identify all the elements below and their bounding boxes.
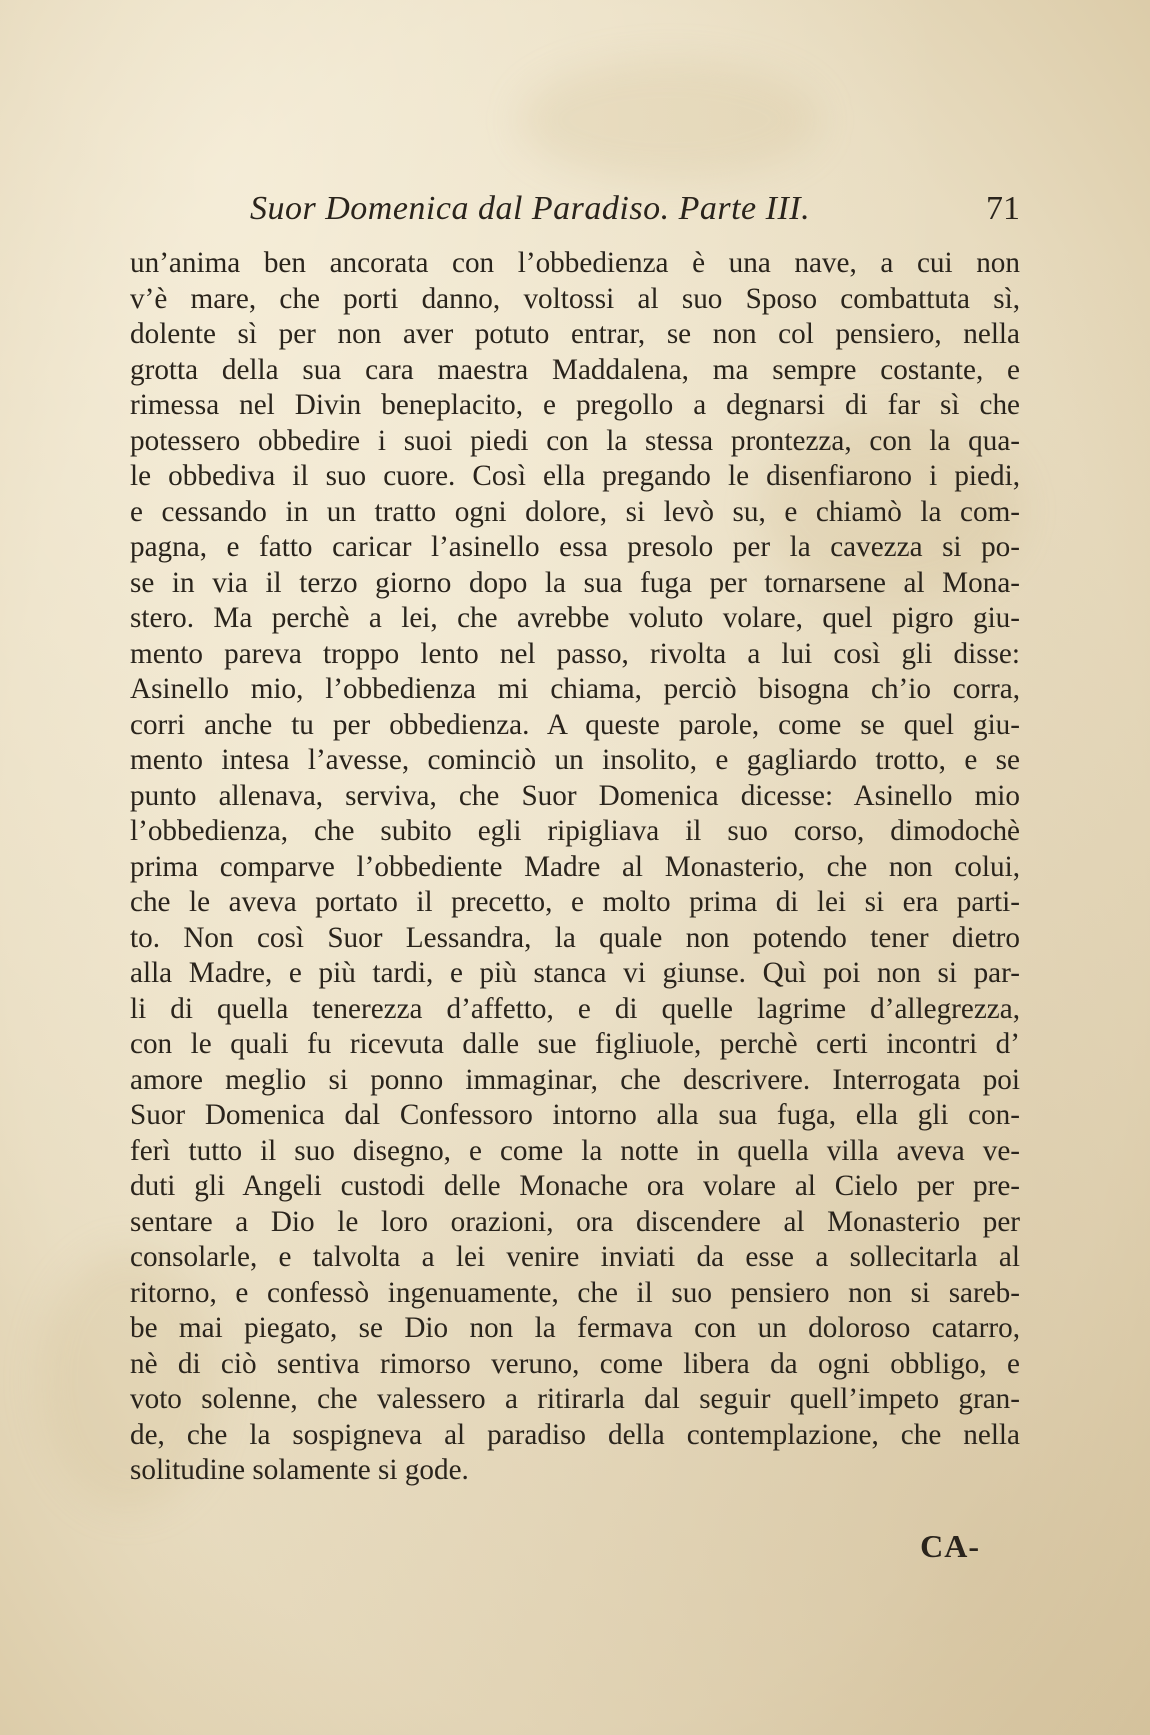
text-line: un’anima ben ancorata con l’obbedienza è una nave, a cui non	[130, 247, 1020, 279]
text-line: stero. Ma perchè a lei, che avrebbe voluto volare, quel pigro giu-	[130, 602, 1020, 634]
text-line: corri anche tu per obbedienza. A queste parole, come se quel giu-	[130, 708, 1020, 741]
text-line: nè di ciò sentiva rimorso veruno, come libera da ogni obbligo, e	[130, 1347, 1020, 1380]
text-line: le obbediva il suo cuore. Così ella pregando le disenfiarono i piedi,	[130, 460, 1020, 492]
catchword: CA-	[920, 1528, 980, 1564]
text-line: to. Non così Suor Lessandra, la quale non potendo tener dietro	[130, 921, 1020, 954]
text-line: solitudine solamente si gode.	[130, 1454, 469, 1486]
text-line: Suor Domenica dal Confessoro intorno alla sua fuga, ella gli con-	[130, 1099, 1020, 1131]
text-line: mento pareva troppo lento nel passo, rivolta a lui così gli disse:	[130, 637, 1020, 670]
paper-stain	[520, 60, 820, 180]
text-line: con le quali fu ricevuta dalle sue figliuole, perchè certi incontri d’	[130, 1028, 1020, 1060]
text-line: mento intesa l’avesse, cominciò un insolito, e gagliardo trotto, e se	[130, 744, 1020, 776]
page-number: 71	[986, 190, 1020, 227]
text-line: be mai piegato, se Dio non la fermava con un doloroso catarro,	[130, 1312, 1020, 1344]
running-head	[130, 190, 1020, 238]
text-line: amore meglio si ponno immaginar, che descrivere. Interrogata poi	[130, 1063, 1020, 1096]
text-line: li di quella tenerezza d’affetto, e di quelle lagrime d’allegrezza,	[130, 992, 1020, 1025]
text-line: che le aveva portato il precetto, e molto prima di lei si era parti-	[130, 886, 1020, 918]
text-line: ritorno, e confessò ingenuamente, che il suo pensiero non si sareb-	[130, 1276, 1020, 1309]
text-line: rimessa nel Divin beneplacito, e pregollo a degnarsi di far sì che	[130, 389, 1020, 421]
text-line: sentare a Dio le loro orazioni, ora discendere al Monasterio per	[130, 1205, 1020, 1238]
text-line: duti gli Angeli custodi delle Monache ora volare al Cielo per pre-	[130, 1170, 1020, 1202]
text-line: v’è mare, che porti danno, voltossi al suo Sposo combattuta sì,	[130, 282, 1020, 315]
text-line: voto solenne, che valessero a ritirarla dal seguir quell’impeto gran-	[130, 1383, 1020, 1415]
text-line: e cessando in un tratto ogni dolore, si levò su, e chiamò la com-	[130, 495, 1020, 528]
text-line: Asinello mio, l’obbedienza mi chiama, perciò bisogna ch’io corra,	[130, 673, 1020, 705]
text-line: dolente sì per non aver potuto entrar, se non col pensiero, nella	[130, 318, 1020, 350]
text-line: grotta della sua cara maestra Maddalena, ma sempre costante, e	[130, 353, 1020, 386]
text-line: prima comparve l’obbediente Madre al Monasterio, che non colui,	[130, 850, 1020, 883]
text-line: l’obbedienza, che subito egli ripigliava il suo corso, dimodochè	[130, 815, 1020, 847]
text-line: consolarle, e talvolta a lei venire inviati da esse a sollecitarla al	[130, 1241, 1020, 1273]
running-title: Suor Domenica dal Paradiso. Parte III.	[250, 190, 811, 227]
text-line: alla Madre, e più tardi, e più stanca vi giunse. Quì poi non si par-	[130, 957, 1020, 989]
text-line: potessero obbedire i suoi piedi con la stessa prontezza, con la qua-	[130, 424, 1020, 457]
text-line: punto allenava, serviva, che Suor Domenica dicesse: Asinello mio	[130, 779, 1020, 812]
text-line: de, che la sospigneva al paradiso della contemplazione, che nella	[130, 1418, 1020, 1451]
text-line: ferì tutto il suo disegno, e come la notte in quella villa aveva ve-	[130, 1134, 1020, 1167]
text-line: se in via il terzo giorno dopo la sua fuga per tornarsene al Mona-	[130, 566, 1020, 599]
text-line: pagna, e fatto caricar l’asinello essa presolo per la cavezza si po-	[130, 531, 1020, 563]
body-text	[130, 246, 1020, 1489]
